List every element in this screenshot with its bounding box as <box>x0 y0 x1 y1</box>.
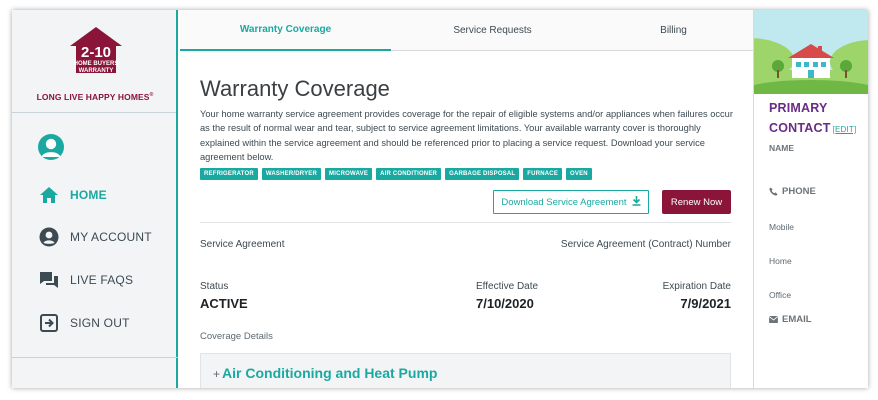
app-window <box>12 10 868 388</box>
sidebar-item-label: LIVE FAQS <box>70 273 134 287</box>
contract-number-label: Service Agreement (Contract) Number <box>560 239 731 250</box>
phone-icon <box>769 187 778 196</box>
sidebar-item-my-account[interactable] <box>38 226 152 248</box>
coverage-chips <box>200 168 592 180</box>
download-label: Download Service Agreement <box>501 196 627 208</box>
chat-icon <box>38 269 60 291</box>
primary-heading-line2: CONTACT <box>769 121 831 135</box>
contact-panel <box>753 10 868 388</box>
edit-contact-link[interactable]: [EDIT] <box>832 125 857 134</box>
account-icon <box>38 226 60 248</box>
logo-house-icon <box>68 26 124 74</box>
tab-bar <box>180 10 753 51</box>
user-avatar-icon <box>38 134 64 160</box>
sidebar-item-sign-out[interactable] <box>38 312 130 334</box>
expiration-date-label: Expiration Date <box>662 281 731 292</box>
phone-label: PHONE <box>782 186 816 197</box>
sidebar-item-live-faqs[interactable] <box>38 269 133 291</box>
expand-icon: + <box>213 367 221 381</box>
home-icon <box>38 184 60 206</box>
chip-washer-dryer: WASHER/DRYER <box>262 168 321 180</box>
chip-oven: OVEN <box>566 168 592 180</box>
sidebar-item-home[interactable] <box>38 184 107 206</box>
chip-air-conditioner: AIR CONDITIONER <box>376 168 441 180</box>
brand-logo[interactable] <box>12 10 176 113</box>
effective-date-value: 7/10/2020 <box>476 296 534 311</box>
sidebar-item-label: MY ACCOUNT <box>70 230 152 244</box>
primary-contact-heading <box>769 98 856 140</box>
contact-name-label: NAME <box>769 143 795 153</box>
chip-microwave: MICROWAVE <box>325 168 372 180</box>
download-icon <box>632 196 641 208</box>
status-value: ACTIVE <box>200 296 248 311</box>
expiration-date-value: 7/9/2021 <box>680 296 731 311</box>
chip-garbage-disposal: GARBAGE DISPOSAL <box>445 168 519 180</box>
brand-tagline <box>12 92 178 102</box>
tagline-text: LONG LIVE HAPPY HOMES <box>36 92 150 102</box>
main-content <box>180 10 753 388</box>
coverage-item-title: Air Conditioning and Heat Pump <box>222 365 438 381</box>
status-label: Status <box>200 281 229 292</box>
email-label: EMAIL <box>782 314 812 325</box>
coverage-details-label: Coverage Details <box>200 331 273 342</box>
tagline-mark: ® <box>149 92 154 99</box>
sign-out-icon <box>38 312 60 334</box>
contact-email-header <box>769 314 812 325</box>
section-divider <box>200 222 731 223</box>
chip-furnace: FURNACE <box>523 168 562 180</box>
coverage-description: Your home warranty service agreement provides coverage for the repair of eligible systems and/or appliances when failures occur as the result of normal wear and tear, subject to service agreement limitations. Your available warranty cover is thoroughly explained within the service agreement and should be referenced prior to placing a service request. Download your service agreement below. <box>200 109 733 162</box>
coverage-item-toggle[interactable] <box>213 365 437 381</box>
logo-number: 2-10 <box>80 44 112 61</box>
download-agreement-button[interactable] <box>493 190 649 214</box>
mobile-label: Mobile <box>769 222 795 232</box>
sidebar-divider <box>12 357 178 358</box>
effective-date-label: Effective Date <box>476 281 539 292</box>
sidebar-item-label: SIGN OUT <box>70 316 130 330</box>
logo-line1: HOME BUYERS <box>73 61 119 67</box>
home-phone-label: Home <box>769 256 792 266</box>
coverage-panel <box>200 353 731 388</box>
contact-phone-header <box>769 186 816 197</box>
service-agreement-label: Service Agreement <box>200 239 285 250</box>
house-illustration <box>754 10 868 94</box>
avatar[interactable] <box>38 134 64 160</box>
page-title: Warranty Coverage <box>200 76 390 101</box>
logo-line2: WARRANTY <box>78 68 114 74</box>
sidebar-item-label: HOME <box>70 188 107 202</box>
tab-service-requests[interactable]: Service Requests <box>453 25 532 36</box>
email-icon <box>769 316 778 323</box>
renew-now-button[interactable]: Renew Now <box>662 190 731 214</box>
office-phone-label: Office <box>769 290 792 300</box>
chip-refrigerator: REFRIGERATOR <box>200 168 258 180</box>
primary-heading-line1: PRIMARY <box>769 101 828 115</box>
sidebar <box>12 10 178 388</box>
tab-warranty-coverage[interactable]: Warranty Coverage <box>180 10 391 51</box>
tab-billing[interactable]: Billing <box>660 25 687 36</box>
